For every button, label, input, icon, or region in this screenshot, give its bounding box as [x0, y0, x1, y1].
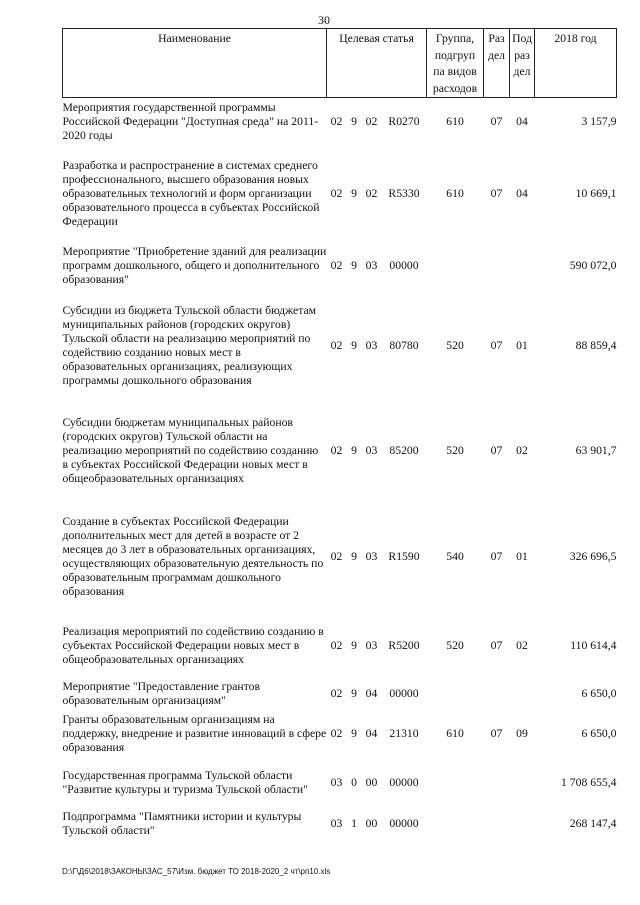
event-code: 02	[365, 114, 378, 128]
expense-group: 520	[446, 444, 464, 457]
program-code: 02	[330, 444, 343, 457]
subsection-code: 09	[516, 727, 528, 740]
expense-group: 610	[446, 727, 464, 740]
subsection-code	[510, 808, 535, 841]
amount-2018: 326 696,5	[569, 549, 617, 563]
row-name: Мероприятие "Предоставление грантов образовательным организациям"	[62, 679, 261, 707]
expense-group	[427, 242, 484, 290]
event-code: 02	[365, 186, 378, 200]
table-row	[63, 759, 617, 808]
row-name: Субсидии из бюджета Тульской области бюджетам муниципальных районов (городских округов) Тульской области на реализацию мероприятий по содействию созданию новых мест в образовательных организациях, реализующих программы дошкольного образования	[62, 304, 317, 387]
table-row	[63, 242, 617, 290]
table-row	[63, 710, 617, 759]
subsection-code: 01	[516, 339, 528, 352]
subprogram-code: 9	[351, 638, 357, 652]
event-code: 03	[365, 444, 378, 457]
subprogram-code: 9	[351, 444, 357, 457]
amount-2018: 590 072,0	[569, 258, 617, 272]
program-code: 02	[330, 186, 343, 200]
program-code: 02	[330, 258, 343, 272]
table-row	[63, 290, 617, 403]
expense-group: 520	[446, 339, 464, 352]
subprogram-code: 1	[351, 817, 357, 830]
table-row	[63, 146, 617, 242]
event-code: 03	[365, 258, 378, 272]
section-code	[484, 759, 510, 808]
table-row	[63, 500, 617, 614]
subprogram-code: 0	[351, 776, 357, 789]
direction-code: R0270	[388, 114, 420, 128]
subsection-code: 01	[516, 549, 528, 563]
amount-2018: 6 650,0	[581, 727, 617, 740]
row-name: Создание в субъектах Российской Федерации дополнительных мест для детей в возрасте от 2 месяцев до 3 лет в образовательных организациях, осуществляющих образовательную деятельность по образовательным программам дошкольного образования	[62, 514, 324, 598]
row-name: Мероприятие "Приобретение зданий для реализации программ дошкольного, общего и дополнительного образования"	[62, 244, 327, 286]
amount-2018: 63 901,7	[575, 444, 617, 457]
direction-code: 00000	[389, 686, 419, 700]
subprogram-code: 9	[351, 686, 357, 700]
section-code	[484, 808, 510, 841]
direction-code: 21310	[389, 727, 419, 740]
direction-code: R5200	[388, 638, 420, 652]
table-header-row	[63, 29, 617, 98]
direction-code: 00000	[389, 258, 419, 272]
subprogram-code: 9	[351, 186, 357, 200]
amount-2018: 110 614,4	[570, 638, 617, 652]
subsection-code: 02	[516, 444, 528, 457]
header-section: Раз дел	[484, 29, 510, 98]
event-code: 03	[365, 339, 378, 352]
row-name: Мероприятия государственной программы Российской Федерации "Доступная среда" на 2011-2020 годы	[62, 100, 319, 142]
header-year: 2018 год	[535, 29, 617, 98]
expense-group	[427, 678, 484, 710]
subsection-code	[510, 759, 535, 808]
subsection-code: 02	[516, 638, 528, 652]
table-row	[63, 614, 617, 678]
program-code: 02	[330, 638, 343, 652]
subsection-code	[510, 678, 535, 710]
expense-group: 610	[446, 114, 464, 128]
section-code	[484, 242, 510, 290]
expense-group: 610	[446, 186, 464, 200]
subprogram-code: 9	[351, 727, 357, 740]
program-code: 02	[330, 686, 343, 700]
table-row	[63, 403, 617, 500]
direction-code: 80780	[389, 339, 419, 352]
subsection-code: 04	[516, 186, 528, 200]
direction-code: R1590	[388, 549, 420, 563]
table-body	[63, 98, 617, 841]
section-code: 07	[490, 549, 503, 563]
amount-2018: 88 859,4	[575, 339, 617, 352]
budget-table	[62, 28, 617, 841]
expense-group: 520	[446, 638, 464, 652]
event-code: 00	[365, 817, 378, 830]
section-code: 07	[490, 186, 503, 200]
amount-2018: 268 147,4	[569, 817, 617, 830]
amount-2018: 3 157,9	[581, 114, 617, 128]
program-code: 03	[330, 776, 343, 789]
direction-code: R5330	[388, 186, 420, 200]
header-target: Целевая статья	[327, 29, 427, 98]
event-code: 04	[365, 686, 378, 700]
event-code: 03	[365, 638, 378, 652]
header-subsection: Под раз дел	[510, 29, 535, 98]
row-name: Государственная программа Тульской области "Развитие культуры и туризма Тульской области"	[62, 769, 308, 796]
program-code: 02	[330, 114, 343, 128]
expense-group	[427, 759, 484, 808]
row-name: Разработка и распространение в системах среднего профессионального, высшего образования новых образовательных технологий и форм организации образовательного процесса в субъектах Российской Федерации	[62, 158, 320, 228]
row-name: Реализация мероприятий по содействию созданию в субъектах Российской Федерации новых мест в общеобразовательных организациях	[62, 624, 324, 666]
direction-code: 00000	[389, 817, 419, 830]
table-row	[63, 808, 617, 841]
table-row	[63, 98, 617, 146]
section-code: 07	[490, 444, 503, 457]
event-code: 04	[365, 727, 378, 740]
subsection-code	[510, 242, 535, 290]
subprogram-code: 9	[351, 114, 357, 128]
subprogram-code: 9	[351, 258, 357, 272]
amount-2018: 1 708 655,4	[561, 776, 617, 789]
section-code: 07	[490, 114, 503, 128]
file-path-footer: D:\Г\Д6\2018\ЗАКОНЫ\ЗАС_57\Изм. бюджет ТО 2018-2020_2 чт\рп10.xls	[62, 867, 331, 876]
amount-2018: 10 669,1	[575, 186, 617, 200]
expense-group: 540	[446, 549, 464, 563]
direction-code: 00000	[389, 776, 419, 789]
subprogram-code: 9	[351, 549, 357, 563]
expense-group	[427, 808, 484, 841]
row-name: Подпрограмма "Памятники истории и культуры Тульской области"	[62, 810, 302, 837]
section-code	[484, 678, 510, 710]
subprogram-code: 9	[351, 339, 357, 352]
header-group: Группа, подгруп па видов расходов	[427, 29, 484, 98]
table-row	[63, 678, 617, 710]
direction-code: 85200	[389, 444, 419, 457]
section-code: 07	[490, 638, 503, 652]
program-code: 03	[330, 817, 343, 830]
row-name: Субсидии бюджетам муниципальных районов (городских округов) Тульской области на реализацию мероприятий по содействию созданию в субъектах Российской Федерации новых мест в общеобразовательных организациях	[62, 416, 319, 485]
amount-2018: 6 650,0	[581, 686, 617, 700]
subsection-code: 04	[516, 114, 528, 128]
program-code: 02	[330, 339, 343, 352]
program-code: 02	[330, 727, 343, 740]
program-code: 02	[330, 549, 343, 563]
event-code: 03	[365, 549, 378, 563]
header-name: Наименование	[63, 29, 327, 98]
event-code: 00	[365, 776, 378, 789]
section-code: 07	[490, 727, 503, 740]
section-code: 07	[490, 339, 503, 352]
page-number: 30	[318, 13, 330, 27]
row-name: Гранты образовательным организациям на поддержку, внедрение и развитие инноваций в сфере образования	[62, 713, 327, 754]
